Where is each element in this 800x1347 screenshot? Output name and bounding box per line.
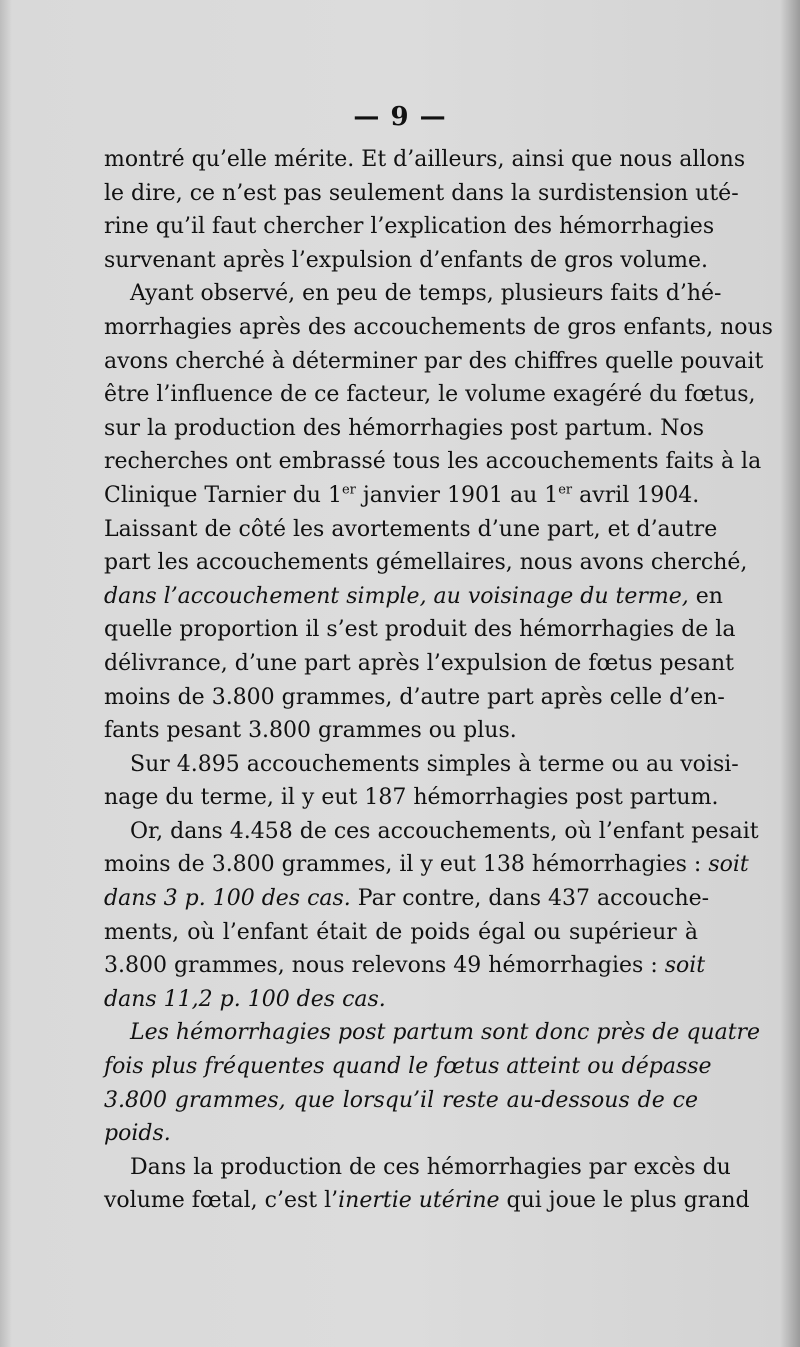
body-text [104,143,773,1218]
text-line: Les hémorrhagies post partum sont donc près de quatre [130,1020,761,1046]
text-segment: en [688,583,723,609]
italic-segment: soit [664,953,706,979]
text-line: Dans la production de ces hémorrhagies par excès du [130,1154,731,1180]
text-line: montré qu’elle mérite. Et d’ailleurs, ainsi que nous allons [104,147,746,172]
text-line: 3.800 grammes, que lorsqu’il reste au-dessous de ce [104,1087,698,1113]
text-line: être l’influence de ce facteur, le volume exagéré du fœtus, [104,382,756,408]
text-line: sur la production des hémorrhagies post partum. Nos [104,415,705,441]
text-line [104,1184,750,1218]
italic-segment: soit [708,852,749,878]
text-line [104,882,710,916]
italic-segment: dans 3 p. 100 des cas. [104,886,351,912]
text-line: délivrance, d’une part après l’expulsion de fœtus pesant [104,650,735,676]
text-line: fois plus fréquentes quand le fœtus atteint ou dépasse [104,1054,712,1080]
italic-segment: dans l’accouchement simple, au voisinage du terme, [104,583,689,609]
text-segment: 3.800 grammes, nous relevons 49 hémorrhagies : [104,953,665,979]
text-segment: moins de 3.800 grammes, il y eut 138 hémorrhagies : [104,852,709,878]
text-line [104,949,706,983]
text-segment: volume fœtal, c’est l’ [104,1188,339,1214]
italic-segment: inertie utérine [338,1188,500,1214]
text-segment: Clinique Tarnier du 1 [104,482,342,508]
text-line: Or, dans 4.458 de ces accouchements, où l’enfant pesait [130,818,759,844]
text-line: recherches ont embrassé tous les accouchements faits à la [104,449,762,475]
superscript: er [341,482,356,498]
text-line: dans 11,2 p. 100 des cas. [104,986,386,1012]
text-line [104,580,723,614]
text-line: moins de 3.800 grammes, d’autre part après celle d’en- [104,684,725,710]
text-segment: avril 1904. [572,482,700,508]
page-number: — 9 — [353,102,447,132]
text-line: survenant après l’expulsion d’enfants de gros volume. [104,247,709,273]
superscript: er [558,482,573,498]
text-line: Ayant observé, en peu de temps, plusieurs faits d’hé- [130,281,722,307]
text-segment: janvier 1901 au 1 [355,482,559,508]
text-line: le dire, ce n’est pas seulement dans la surdistension uté- [104,180,739,206]
text-line: ments, où l’enfant était de poids égal ou supérieur à [104,919,698,945]
text-line: avons cherché à déterminer par des chiffres quelle pouvait [104,348,764,374]
text-line: morrhagies après des accouchements de gros enfants, nous [104,314,773,340]
text-line: nage du terme, il y eut 187 hémorrhagies post partum. [104,785,719,811]
text-segment: qui joue le plus grand [499,1188,750,1214]
text-line: Sur 4.895 accouchements simples à terme ou au voisi- [130,751,739,777]
text-line [104,848,749,882]
text-line: quelle proportion il s’est produit des hémorrhagies de la [104,617,736,643]
text-line [104,479,698,513]
text-line: rine qu’il faut chercher l’explication des hémorrhagies [104,214,715,240]
text-line: part les accouchements gémellaires, nous avons cherché, [104,550,748,576]
text-line: poids. [104,1121,171,1147]
text-line: fants pesant 3.800 grammes ou plus. [104,718,517,744]
text-line: Laissant de côté les avortements d’une part, et d’autre [104,516,718,542]
text-segment: Par contre, dans 437 accouche- [350,886,710,912]
